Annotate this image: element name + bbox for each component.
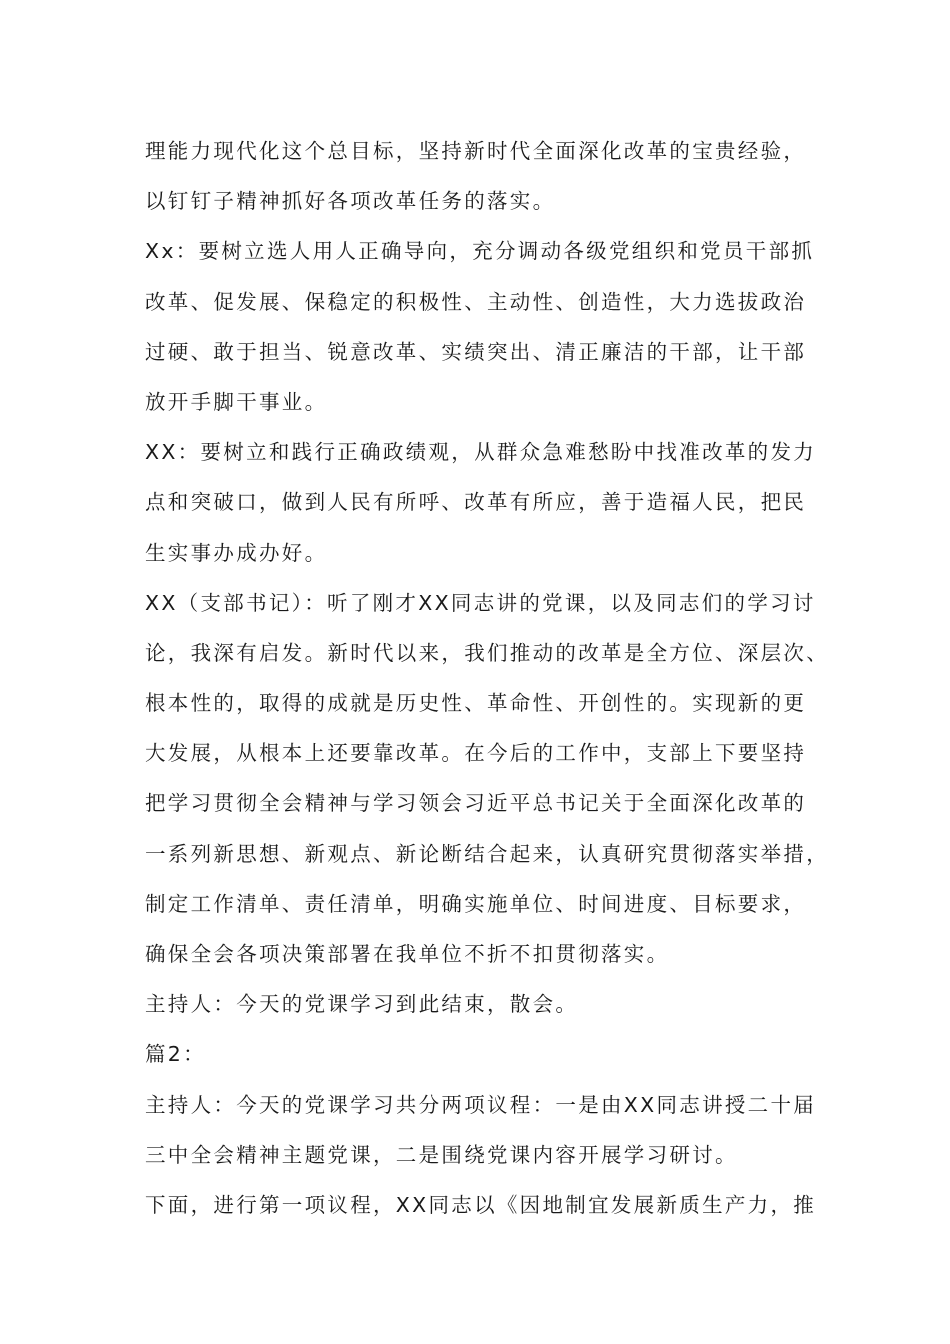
text-line: Xx：要树立选人用人正确导向，充分调动各级党组织和党员干部抓 xyxy=(145,239,815,264)
text-line: XX（支部书记）：听了刚才XX同志讲的党课，以及同志们的学习讨 xyxy=(145,590,816,615)
text-line: 主持人：今天的党课学习到此结束，散会。 xyxy=(145,992,579,1017)
text-line: 放开手脚干事业。 xyxy=(145,389,328,414)
text-line: 下面，进行第一项议程，XX同志以《因地制宜发展新质生产力，推 xyxy=(145,1192,817,1217)
text-line: 三中全会精神主题党课，二是围绕党课内容开展学习研讨。 xyxy=(145,1142,738,1167)
document-body xyxy=(145,126,845,1230)
text-line: 确保全会各项决策部署在我单位不折不扣贯彻落实。 xyxy=(145,942,670,966)
text-line: 理能力现代化这个总目标，坚持新时代全面深化改革的宝贵经验， xyxy=(145,139,807,163)
text-line: 主持人：今天的党课学习共分两项议程：一是由XX同志讲授二十届 xyxy=(145,1092,817,1117)
text-line: 点和突破口，做到人民有所呼、改革有所应，善于造福人民，把民 xyxy=(145,490,807,515)
text-line: 生实事办成办好。 xyxy=(145,540,328,565)
text-line: 以钉钉子精神抓好各项改革任务的落实。 xyxy=(145,189,556,214)
text-line: 制定工作清单、责任清单，明确实施单位、时间进度、目标要求， xyxy=(145,891,807,916)
section-heading: 篇2： xyxy=(145,1042,206,1067)
text-line: 根本性的，取得的成就是历史性、革命性、开创性的。实现新的更 xyxy=(145,691,807,716)
text-line: XX：要树立和践行正确政绩观，从群众急难愁盼中找准改革的发力 xyxy=(145,440,817,465)
text-line: 过硬、敢于担当、锐意改革、实绩突出、清正廉洁的干部，让干部 xyxy=(145,339,807,364)
text-line: 把学习贯彻全会精神与学习领会习近平总书记关于全面深化改革的 xyxy=(145,791,807,816)
text-line: 大发展，从根本上还要靠改革。在今后的工作中，支部上下要坚持 xyxy=(145,741,807,766)
text-line: 改革、促发展、保稳定的积极性、主动性、创造性，大力选拔政治 xyxy=(145,289,807,314)
text-line: 一系列新思想、新观点、新论断结合起来，认真研究贯彻落实举措， xyxy=(145,841,829,866)
text-line: 论，我深有启发。新时代以来，我们推动的改革是全方位、深层次、 xyxy=(145,640,829,665)
